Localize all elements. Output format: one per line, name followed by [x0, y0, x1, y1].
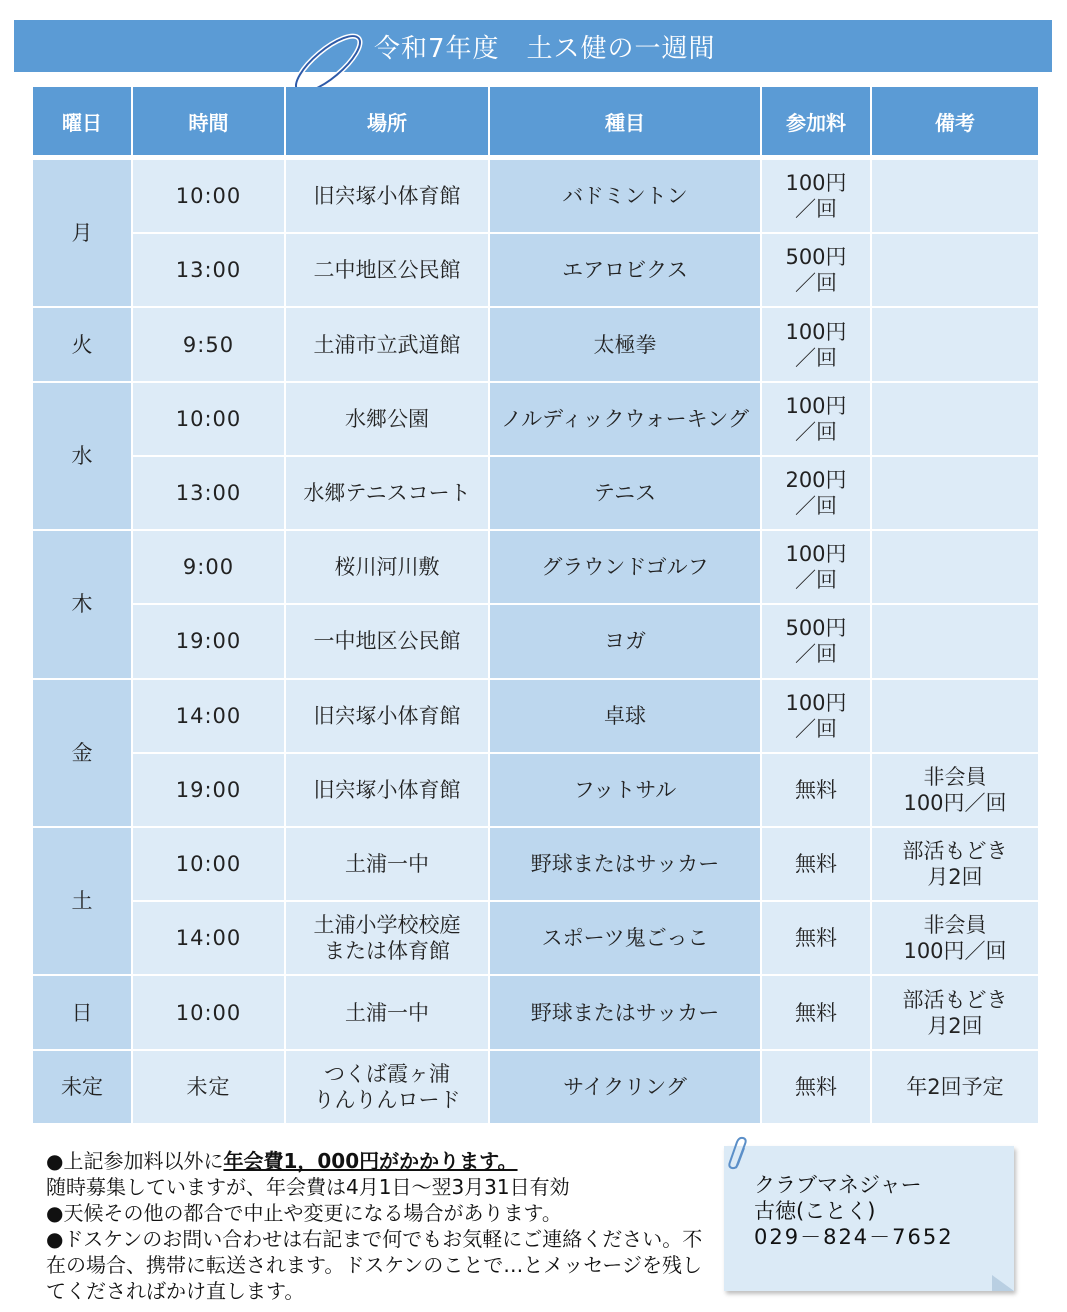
cell-time	[133, 605, 286, 679]
cell-note-text: 部活もどき 月2回	[902, 987, 1008, 1038]
cell-fee-text: 100円 ／回	[785, 542, 847, 593]
cell-fee	[762, 383, 872, 457]
cell-time-text: 10:00	[175, 1000, 242, 1025]
cell-fee	[762, 754, 872, 828]
cell-place	[286, 308, 490, 382]
cell-fee	[762, 902, 872, 976]
weekly-schedule-table	[33, 87, 1040, 1125]
cell-event	[490, 976, 762, 1050]
cell-place	[286, 1051, 490, 1125]
cell-place	[286, 902, 490, 976]
cell-fee	[762, 680, 872, 754]
cell-place-text: 土浦一中	[345, 852, 429, 877]
cell-place	[286, 754, 490, 828]
cell-fee-text: 無料	[795, 852, 837, 877]
cell-time	[133, 457, 286, 531]
cell-time-text: 14:00	[175, 926, 242, 951]
cell-note	[872, 160, 1040, 234]
table-row	[33, 160, 1040, 234]
header-event: 種目	[490, 87, 762, 160]
table-row	[33, 531, 1040, 605]
cell-time	[133, 754, 286, 828]
cell-fee-text: 無料	[795, 926, 837, 951]
table-row	[33, 976, 1040, 1050]
cell-note	[872, 605, 1040, 679]
cell-place-text: 旧宍塚小体育館	[313, 703, 461, 728]
cell-time	[133, 976, 286, 1050]
cell-event-text: フットサル	[573, 777, 677, 802]
cell-time	[133, 828, 286, 902]
cell-event	[490, 680, 762, 754]
cell-time-text: 19:00	[175, 777, 242, 802]
cell-time-text: 10:00	[175, 184, 242, 209]
cell-event-text: グラウンドゴルフ	[541, 555, 709, 580]
cell-fee	[762, 160, 872, 234]
table-row	[33, 680, 1040, 754]
cell-note	[872, 902, 1040, 976]
cell-time	[133, 902, 286, 976]
table-header-row	[33, 87, 1040, 160]
notes-section	[46, 1148, 706, 1304]
header-time: 時間	[133, 87, 286, 160]
table-row	[33, 308, 1040, 382]
page-title: 令和7年度 土ス健の一週間	[374, 34, 716, 64]
cell-event-text: ノルディックウォーキング	[500, 406, 749, 431]
header-place: 場所	[286, 87, 490, 160]
cell-event	[490, 605, 762, 679]
cell-fee	[762, 605, 872, 679]
memo-page-curl	[992, 1275, 1014, 1291]
cell-event	[490, 160, 762, 234]
table-row	[33, 383, 1040, 457]
cell-note-text: 部活もどき 月2回	[902, 839, 1008, 890]
cell-place	[286, 976, 490, 1050]
contact-phone: 029－824－7652	[754, 1225, 954, 1249]
contact-name: 古徳(ことく)	[754, 1199, 876, 1223]
cell-place	[286, 680, 490, 754]
cell-time-text: 9:00	[182, 555, 235, 580]
cell-time	[133, 1051, 286, 1125]
cell-event-text: 卓球	[604, 703, 646, 728]
note-recruitment: 随時募集していますが、年会費は4月1日～翌3月31日有効	[46, 1175, 570, 1199]
cell-place	[286, 383, 490, 457]
cell-time	[133, 680, 286, 754]
cell-fee-text: 500円 ／回	[785, 616, 847, 667]
cell-event	[490, 902, 762, 976]
cell-event	[490, 457, 762, 531]
cell-event-text: ヨガ	[604, 629, 646, 654]
cell-note-text: 非会員 100円／回	[903, 764, 1007, 815]
note-contact: ●ドスケンのお問い合わせは右記まで何でもお気軽にご連絡ください。不在の場合、携帯に転送されます。ドスケンのことで…とメッセージを残してくださればかけ直します。	[46, 1227, 703, 1303]
cell-note-text: 年2回予定	[906, 1074, 1004, 1099]
header-note: 備考	[872, 87, 1040, 160]
contact-role: クラブマネジャー	[754, 1173, 922, 1197]
cell-fee	[762, 828, 872, 902]
cell-event	[490, 754, 762, 828]
table-row	[33, 754, 1040, 828]
cell-fee-text: 100円 ／回	[785, 393, 847, 444]
cell-place	[286, 828, 490, 902]
cell-event-text: エアロビクス	[562, 258, 688, 283]
cell-event	[490, 308, 762, 382]
cell-event-text: 野球またはサッカー	[530, 852, 720, 877]
cell-note-text: 非会員 100円／回	[903, 913, 1007, 964]
table-row	[33, 457, 1040, 531]
cell-place	[286, 160, 490, 234]
cell-day: 日	[33, 976, 133, 1050]
cell-time-text: 未定	[186, 1074, 231, 1099]
cell-note	[872, 680, 1040, 754]
cell-event	[490, 531, 762, 605]
cell-fee	[762, 531, 872, 605]
cell-day: 月	[33, 160, 133, 308]
cell-time-text: 19:00	[175, 629, 242, 654]
cell-fee-text: 500円 ／回	[785, 245, 847, 296]
cell-day: 火	[33, 308, 133, 382]
cell-time	[133, 308, 286, 382]
cell-place-text: 土浦市立武道館	[313, 332, 461, 357]
note-fee	[46, 1148, 706, 1174]
header-day: 曜日	[33, 87, 133, 160]
cell-day: 未定	[33, 1051, 133, 1125]
cell-place-text: 水郷公園	[345, 406, 429, 431]
cell-event-text: テニス	[593, 480, 657, 505]
cell-event-text: スポーツ鬼ごっこ	[541, 926, 709, 951]
cell-time-text: 9:50	[182, 332, 235, 357]
cell-day: 木	[33, 531, 133, 679]
cell-fee-text: 100円 ／回	[785, 690, 847, 741]
cell-time	[133, 234, 286, 308]
cell-place-text: つくば霞ヶ浦 りんりんロード	[313, 1061, 461, 1112]
note-fee-prefix: ●上記参加料以外に	[46, 1149, 224, 1173]
cell-event-text: 野球またはサッカー	[530, 1000, 720, 1025]
cell-event	[490, 828, 762, 902]
cell-place-text: 二中地区公民館	[313, 258, 461, 283]
cell-fee	[762, 457, 872, 531]
cell-event-text: サイクリング	[563, 1074, 687, 1099]
cell-place-text: 土浦一中	[345, 1000, 429, 1025]
cell-time-text: 14:00	[175, 703, 242, 728]
cell-time	[133, 531, 286, 605]
cell-fee-text: 無料	[795, 1074, 837, 1099]
cell-event-text: 太極拳	[593, 332, 657, 357]
table-row	[33, 605, 1040, 679]
note-annual-fee: 年会費1，000円がかかります。	[223, 1149, 518, 1173]
cell-time-text: 13:00	[175, 480, 242, 505]
cell-note	[872, 1051, 1040, 1125]
cell-day: 水	[33, 383, 133, 531]
table-row	[33, 234, 1040, 308]
cell-fee-text: 100円 ／回	[785, 319, 847, 370]
paperclip-icon	[727, 1136, 753, 1172]
cell-event	[490, 383, 762, 457]
cell-fee-text: 100円 ／回	[785, 171, 847, 222]
cell-note	[872, 531, 1040, 605]
cell-fee-text: 無料	[795, 1000, 837, 1025]
cell-place-text: 旧宍塚小体育館	[313, 184, 461, 209]
cell-place	[286, 531, 490, 605]
table-row	[33, 1051, 1040, 1125]
table-body	[33, 160, 1040, 1125]
cell-time-text: 13:00	[175, 258, 242, 283]
cell-fee	[762, 234, 872, 308]
cell-time-text: 10:00	[175, 406, 242, 431]
title-banner	[14, 20, 1052, 72]
cell-time	[133, 383, 286, 457]
cell-fee-text: 無料	[795, 777, 837, 802]
cell-place-text: 桜川河川敷	[334, 555, 440, 580]
table-row	[33, 828, 1040, 902]
cell-fee	[762, 308, 872, 382]
cell-time	[133, 160, 286, 234]
cell-day: 金	[33, 680, 133, 828]
cell-note	[872, 308, 1040, 382]
header-fee: 参加料	[762, 87, 872, 160]
table-row	[33, 902, 1040, 976]
cell-place-text: 旧宍塚小体育館	[313, 777, 461, 802]
cell-note	[872, 383, 1040, 457]
cell-place-text: 一中地区公民館	[313, 629, 461, 654]
cell-fee	[762, 1051, 872, 1125]
cell-fee-text: 200円 ／回	[785, 467, 847, 518]
cell-day: 土	[33, 828, 133, 976]
cell-note	[872, 976, 1040, 1050]
cell-place-text: 水郷テニスコート	[303, 480, 471, 505]
note-weather: ●天候その他の都合で中止や変更になる場合があります。	[46, 1201, 562, 1225]
cell-note	[872, 754, 1040, 828]
cell-fee	[762, 976, 872, 1050]
cell-event	[490, 1051, 762, 1125]
cell-event-text: バドミントン	[562, 184, 688, 209]
cell-place	[286, 234, 490, 308]
cell-event	[490, 234, 762, 308]
cell-note	[872, 457, 1040, 531]
cell-note	[872, 234, 1040, 308]
cell-time-text: 10:00	[175, 852, 242, 877]
cell-place-text: 土浦小学校校庭 または体育館	[313, 913, 461, 964]
contact-memo	[724, 1146, 1014, 1291]
cell-note	[872, 828, 1040, 902]
cell-place	[286, 605, 490, 679]
cell-place	[286, 457, 490, 531]
